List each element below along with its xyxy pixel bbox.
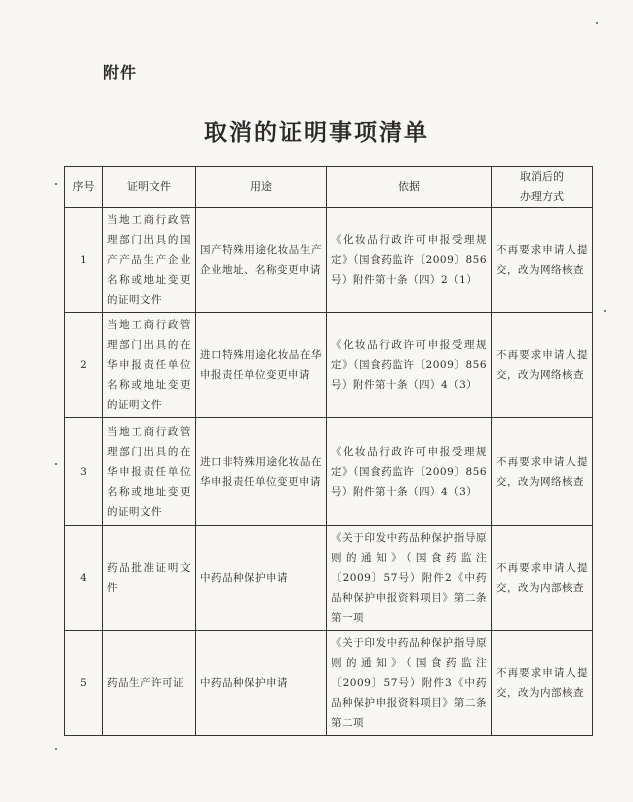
table-row [65,313,593,418]
scan-speck [55,183,57,185]
row-basis: 《化妆品行政许可申报受理规定》（国食药监许〔2009〕856号）附件第十条（四）4（3） [327,418,492,526]
scan-speck [604,310,606,312]
row-document: 药品生产许可证 [103,631,196,736]
table-row [65,208,593,313]
table-header-row [65,167,593,208]
row-document: 药品批准证明文件 [103,526,196,631]
row-document: 当地工商行政管理部门出具的国产产品生产企业名称或地址变更的证明文件 [103,208,196,313]
header-after-line2: 办理方式 [520,190,564,203]
row-after: 不再要求申请人提交，改为内部核查 [492,631,593,736]
header-after-line1: 取消后的 [520,170,564,183]
row-index: 1 [65,208,103,313]
row-purpose: 进口非特殊用途化妆品在华申报责任单位变更申请 [196,418,327,526]
table-row [65,631,593,736]
table-row [65,526,593,631]
header-basis: 依据 [327,167,492,208]
row-after: 不再要求申请人提交，改为网络核查 [492,208,593,313]
row-index: 2 [65,313,103,418]
header-index: 序号 [65,167,103,208]
row-index: 3 [65,418,103,526]
row-index: 5 [65,631,103,736]
row-index: 4 [65,526,103,631]
row-after: 不再要求申请人提交，改为内部核查 [492,526,593,631]
row-basis: 《化妆品行政许可申报受理规定》（国食药监许〔2009〕856号）附件第十条（四）2（1） [327,208,492,313]
scan-speck [55,463,57,465]
row-document: 当地工商行政管理部门出具的在华申报责任单位名称或地址变更的证明文件 [103,313,196,418]
header-after [492,167,593,208]
row-document: 当地工商行政管理部门出具的在华申报责任单位名称或地址变更的证明文件 [103,418,196,526]
row-basis: 《关于印发中药品种保护指导原则的通知》（国食药监注〔2009〕57号）附件2《中药品种保护申报资料项目》第二条第一项 [327,526,492,631]
row-basis: 《关于印发中药品种保护指导原则的通知》（国食药监注〔2009〕57号）附件3《中药品种保护申报资料项目》第二条第二项 [327,631,492,736]
row-purpose: 国产特殊用途化妆品生产企业地址、名称变更申请 [196,208,327,313]
attachment-label: 附件 [103,63,138,82]
certificate-list-table [64,166,593,736]
row-basis: 《化妆品行政许可申报受理规定》（国食药监许〔2009〕856号）附件第十条（四）4（3） [327,313,492,418]
row-after: 不再要求申请人提交，改为网络核查 [492,418,593,526]
header-document: 证明文件 [103,167,196,208]
scan-speck [55,748,57,750]
row-after: 不再要求申请人提交，改为网络核查 [492,313,593,418]
row-purpose: 中药品种保护申请 [196,526,327,631]
header-purpose: 用途 [196,167,327,208]
scan-speck [596,22,598,24]
document-title: 取消的证明事项清单 [204,119,429,146]
row-purpose: 进口特殊用途化妆品在华申报责任单位变更申请 [196,313,327,418]
row-purpose: 中药品种保护申请 [196,631,327,736]
table-row [65,418,593,526]
